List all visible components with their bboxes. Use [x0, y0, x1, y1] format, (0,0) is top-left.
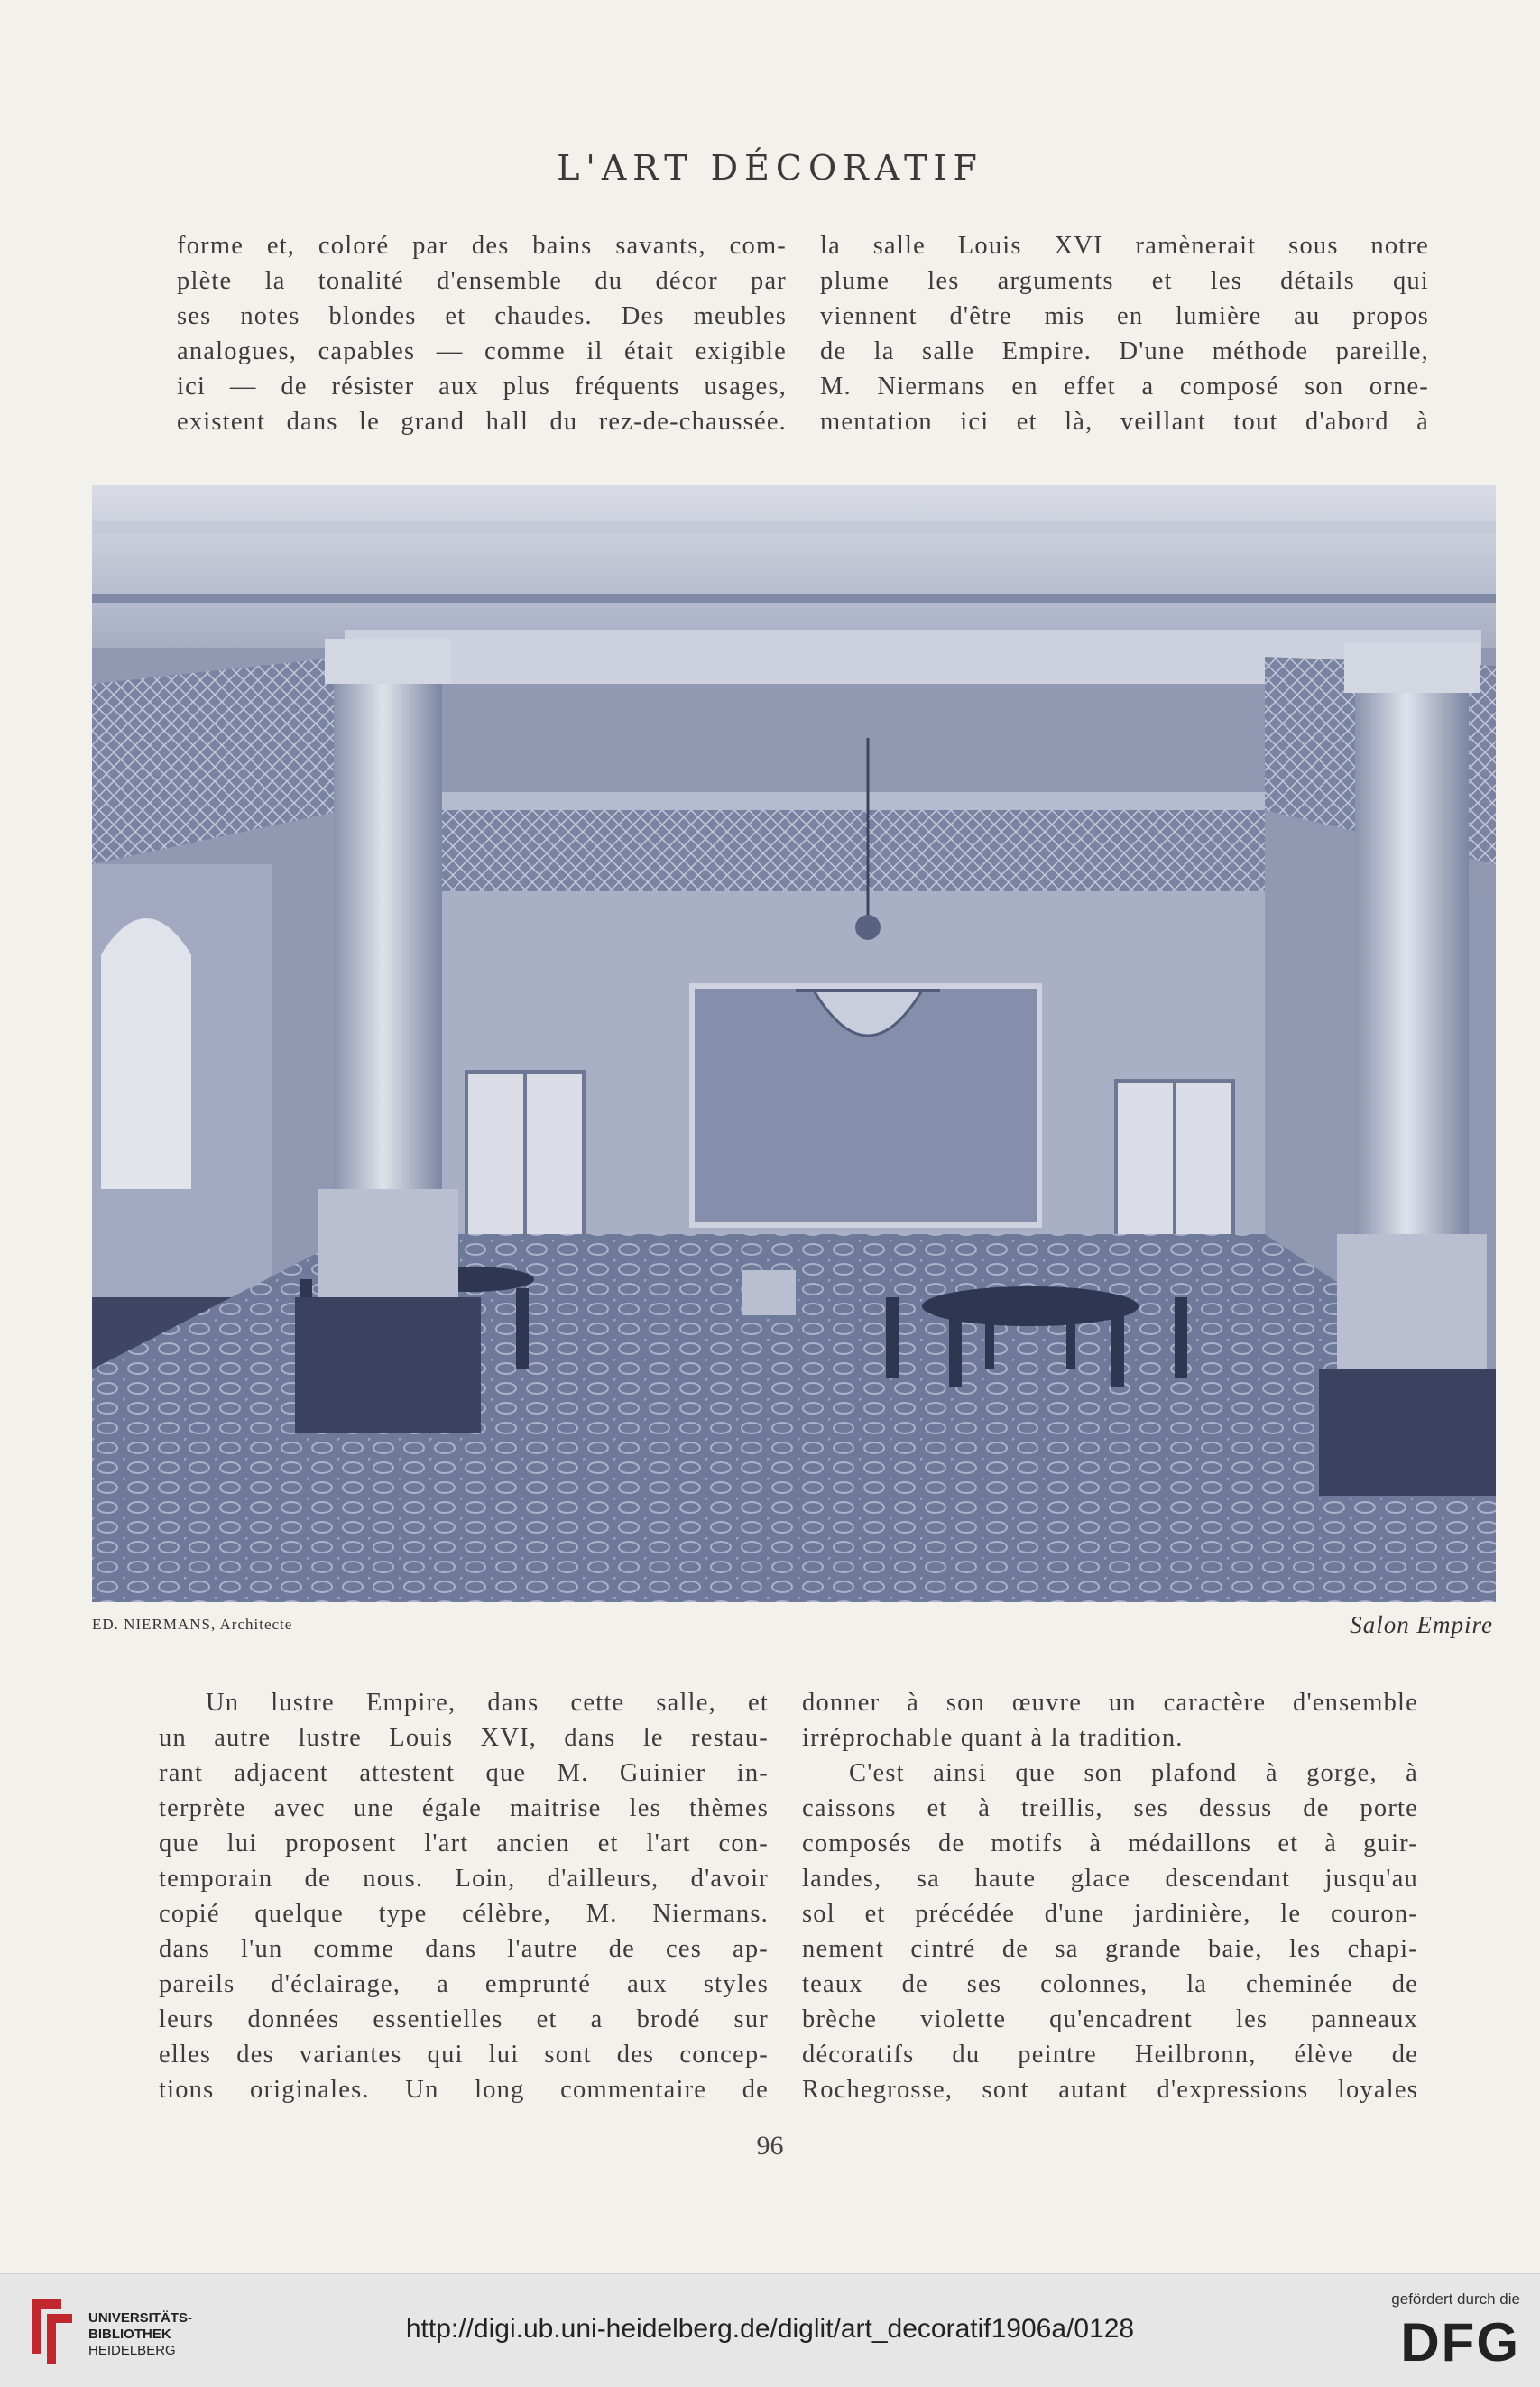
dfg-logo[interactable]: DFG [1400, 2312, 1520, 2373]
text-line: composés de motifs à médaillons et à guir- [802, 1829, 1418, 1857]
text-line: décoratifs du peintre Heilbronn, élève de [802, 2041, 1418, 2069]
text-line: sol et précédée d'une jardinière, le couron- [802, 1900, 1418, 1928]
text-line: teaux de ses colonnes, la cheminée de [802, 1970, 1418, 1998]
text-line: rant adjacent attestent que M. Guinier in- [159, 1759, 769, 1787]
bottom-left-column [159, 1685, 769, 2107]
text-line: que lui proposent l'art ancien et l'art con- [159, 1829, 769, 1857]
salon-illustration [92, 485, 1496, 1602]
text-line: de la salle Empire. D'une méthode pareille, [820, 337, 1429, 365]
text-line: copié quelque type célèbre, M. Niermans. [159, 1900, 769, 1928]
text-line: ses notes blondes et chaudes. Des meubles [177, 302, 787, 330]
text-line: pareils d'éclairage, a emprunté aux styles [159, 1970, 769, 1998]
text-line: nement cintré de sa grande baie, les chapi- [802, 1935, 1418, 1963]
architect-credit: ED. NIERMANS, Architecte [92, 1616, 293, 1633]
text-line: plume les arguments et les détails qui [820, 267, 1429, 295]
text-line: landes, sa haute glace descendant jusqu'au [802, 1865, 1418, 1893]
text-line: existent dans le grand hall du rez-de-chaussée. [177, 408, 787, 436]
library-name-line: UNIVERSITÄTS- [88, 2310, 193, 2326]
text-line: tions originales. Un long commentaire de [159, 2076, 769, 2104]
text-line: Rochegrosse, sont autant d'expressions loyales [802, 2076, 1418, 2104]
text-line: temporain de nous. Loin, d'ailleurs, d'avoir [159, 1865, 769, 1893]
digitization-footer [0, 2273, 1540, 2387]
library-name-line: HEIDELBERG [88, 2343, 176, 2358]
text-line: elles des variantes qui lui sont des concep- [159, 2041, 769, 2069]
text-line: donner à son œuvre un caractère d'ensemble [802, 1689, 1418, 1717]
text-line: C'est ainsi que son plafond à gorge, à [849, 1759, 1418, 1787]
page-number: 96 [756, 2131, 784, 2161]
text-line: leurs données essentielles et a brodé sur [159, 2005, 769, 2033]
funding-label: gefördert durch die [1391, 2290, 1520, 2308]
text-line: irréprochable quant à la tradition. [802, 1724, 1184, 1752]
running-title: L'ART DÉCORATIF [557, 148, 983, 188]
top-right-column [820, 228, 1429, 439]
bottom-right-column [802, 1685, 1418, 2107]
text-line: forme et, coloré par des bains savants, com- [177, 232, 787, 260]
text-line: dans l'un comme dans l'autre de ces ap- [159, 1935, 769, 1963]
text-line: brèche violette qu'encadrent les panneaux [802, 2005, 1418, 2033]
figure-title: Salon Empire [1350, 1611, 1493, 1638]
text-line: Un lustre Empire, dans cette salle, et [206, 1689, 769, 1717]
text-line: M. Niermans en effet a composé son orne- [820, 373, 1429, 401]
library-name-line: BIBLIOTHEK [88, 2327, 171, 2342]
text-line: la salle Louis XVI ramènerait sous notre [820, 232, 1429, 260]
salon-empire-photograph [92, 485, 1496, 1602]
text-line: plète la tonalité d'ensemble du décor par [177, 267, 787, 295]
text-line: un autre lustre Louis XVI, dans le restau- [159, 1724, 769, 1752]
text-line: terprète avec une égale maitrise les thèmes [159, 1794, 769, 1822]
text-line: caissons et à treillis, ses dessus de porte [802, 1794, 1418, 1822]
text-line: ici — de résister aux plus fréquents usages, [177, 373, 787, 401]
text-line: viennent d'être mis en lumière au propos [820, 302, 1429, 330]
text-line: analogues, capables — comme il était exigible [177, 337, 787, 365]
text-line: mentation ici et là, veillant tout d'abord à [820, 408, 1429, 436]
top-left-column [177, 228, 787, 439]
permalink-url[interactable]: http://digi.ub.uni-heidelberg.de/diglit/art_decoratif1906a/0128 [405, 2314, 1135, 2344]
